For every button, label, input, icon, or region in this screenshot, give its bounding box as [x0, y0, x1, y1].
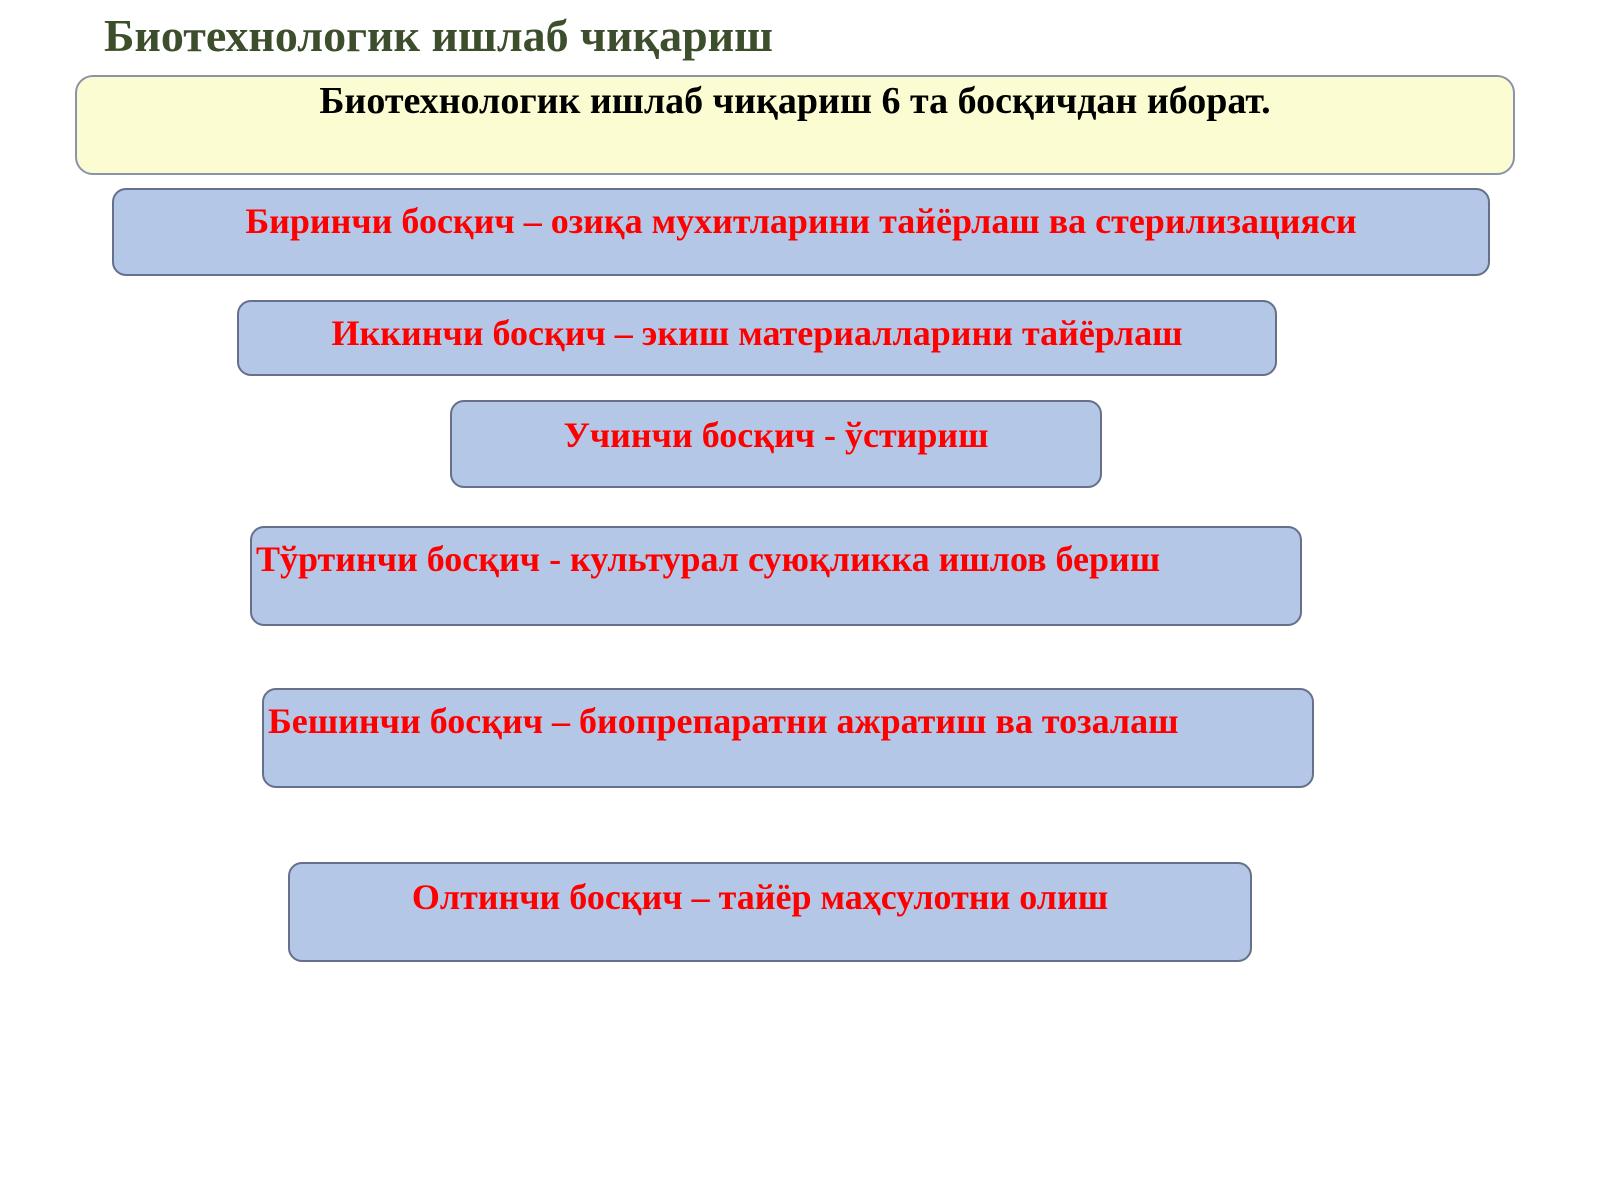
intro-box [75, 75, 1515, 175]
slide-title: Биотехнологик ишлаб чиқариш [104, 10, 774, 61]
step-text-6: Олтинчи босқич – тайёр маҳсулотни олиш [411, 877, 1109, 917]
step-box-4 [250, 526, 1302, 626]
step-box-1 [112, 188, 1490, 276]
intro-text: Биотехнологик ишлаб чиқариш 6 та босқичдан иборат. [319, 80, 1271, 122]
step-text-1: Биринчи босқич – озиқа мухитларини тайёрлаш ва стерилизацияси [245, 201, 1357, 241]
step-text-4: Тўртинчи босқич - культурал суюқликка ишлов бериш [256, 539, 1161, 579]
step-box-6 [288, 862, 1252, 962]
step-box-3 [450, 400, 1102, 488]
step-text-2: Иккинчи босқич – экиш материалларини тайёрлаш [331, 313, 1183, 353]
step-box-5 [262, 688, 1314, 788]
step-text-5: Бешинчи босқич – биопрепаратни ажратиш ва тозалаш [268, 701, 1179, 741]
step-text-3: Учинчи босқич - ўстириш [563, 415, 989, 455]
step-box-2 [237, 300, 1277, 376]
